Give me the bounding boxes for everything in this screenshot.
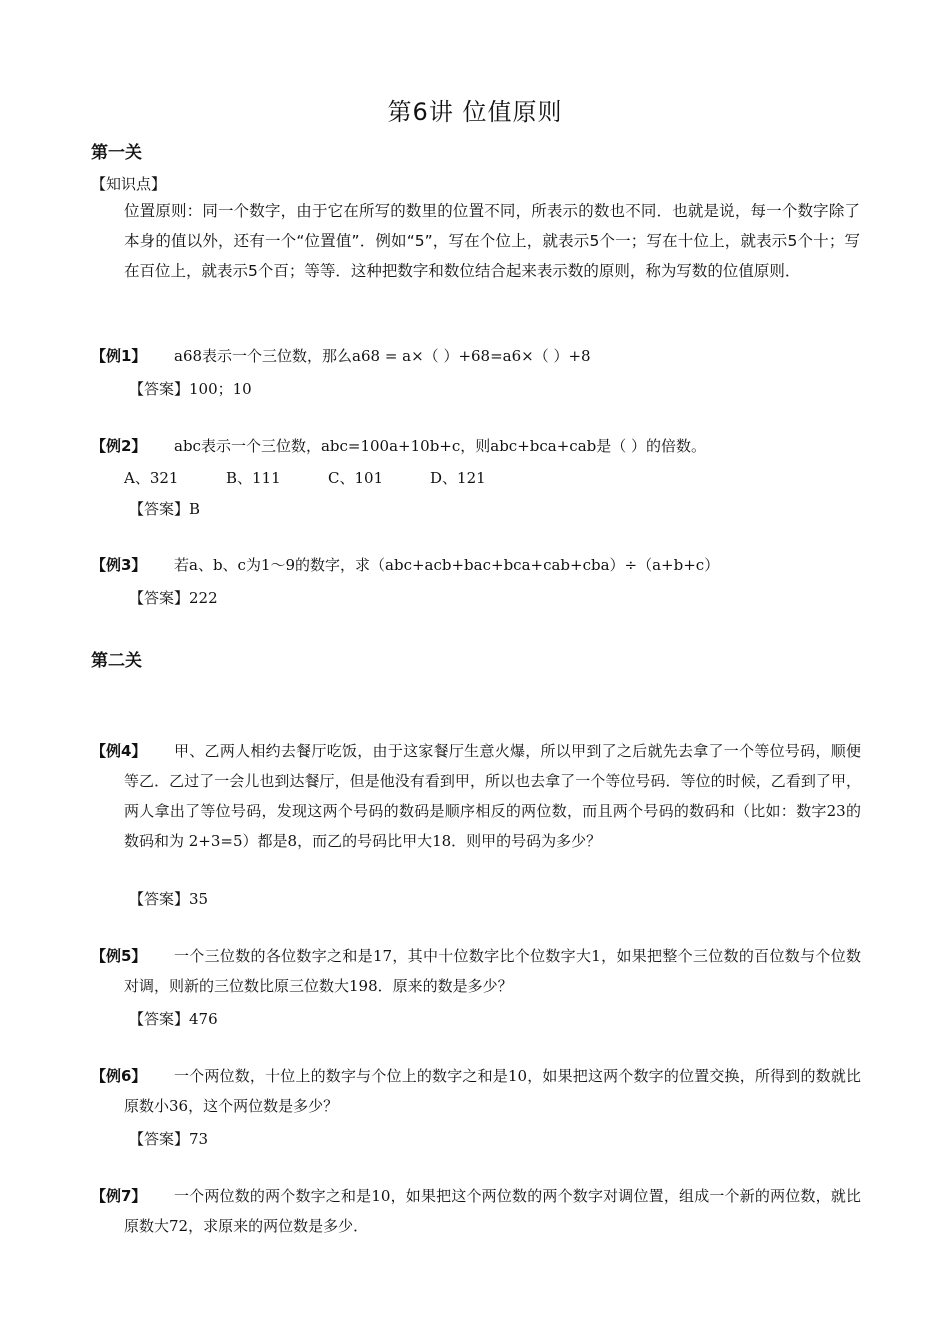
example-3 [91, 550, 861, 580]
example-tag: 【例5】 [91, 947, 147, 965]
knowledge-label: 【知识点】 [91, 175, 167, 193]
answer-5: 【答案】476 [129, 1010, 218, 1028]
page-title: 第6讲 位值原则 [387, 98, 563, 126]
example-text: abc表示一个三位数，abc=100a+10b+c，则abc+bca+cab是（ ）的倍数。 [174, 437, 707, 455]
knowledge-text: 位置原则：同一个数字，由于它在所写的数里的位置不同，所表示的数也不同．也就是说，每一个数字除了本身的值以外，还有一个“位置值”．例如“5”，写在个位上，就表示5个一；写在十位上，就表示5个十；写在百位上，就表示5个百；等等．这种把数字和数位结合起来表示数的原则，称为写数的位值原则． [124, 202, 860, 280]
example-5 [91, 941, 861, 1001]
option-c: C、101 [328, 469, 384, 487]
section-heading-1: 第一关 [91, 143, 142, 163]
example-tag: 【例6】 [91, 1067, 147, 1085]
example-text: 甲、乙两人相约去餐厅吃饭，由于这家餐厅生意火爆，所以甲到了之后就先去拿了一个等位号码，顺便等乙．乙过了一会儿也到达餐厅，但是他没有看到甲，所以也去拿了一个等位号码．等位的时候，乙看到了甲，两人拿出了等位号码，发现这两个号码的数码是顺序相反的两位数，而且两个号码的数码和（比如：数字23的数码和为 2+3=5）都是8，而乙的号码比甲大18．则甲的号码为多少？ [124, 742, 861, 850]
example-tag: 【例7】 [91, 1187, 147, 1205]
answer-1: 【答案】100；10 [129, 380, 252, 398]
example-2 [91, 431, 861, 461]
example-tag: 【例4】 [91, 742, 147, 760]
option-a: A、321 [124, 469, 179, 487]
example-1 [91, 341, 861, 371]
answer-6: 【答案】73 [129, 1130, 209, 1148]
example-tag: 【例3】 [91, 556, 147, 574]
answer-3: 【答案】222 [129, 589, 218, 607]
example-text: a68表示一个三位数，那么a68 = a×（ ）+68=a6×（ ）+8 [174, 347, 591, 365]
example-2-options [124, 467, 532, 488]
example-4 [91, 736, 861, 856]
example-text: 一个两位数的两个数字之和是10，如果把这个两位数的两个数字对调位置，组成一个新的两位数，就比原数大72，求原来的两位数是多少． [124, 1187, 861, 1235]
answer-2: 【答案】B [129, 500, 201, 518]
example-6 [91, 1061, 861, 1121]
answer-4: 【答案】35 [129, 890, 209, 908]
example-text: 一个三位数的各位数字之和是17，其中十位数字比个位数字大1，如果把整个三位数的百位数与个位数对调，则新的三位数比原三位数大198．原来的数是多少？ [124, 947, 861, 995]
option-d: D、121 [430, 469, 486, 487]
example-text: 若a、b、c为1～9的数字，求（abc+acb+bac+bca+cab+cba）÷（a+b+c） [174, 556, 720, 574]
example-text: 一个两位数，十位上的数字与个位上的数字之和是10，如果把这两个数字的位置交换，所得到的数就比原数小36，这个两位数是多少？ [124, 1067, 861, 1115]
option-b: B、111 [226, 469, 281, 487]
section-heading-2: 第二关 [91, 651, 142, 671]
example-tag: 【例1】 [91, 347, 147, 365]
example-7 [91, 1181, 861, 1241]
example-tag: 【例2】 [91, 437, 147, 455]
